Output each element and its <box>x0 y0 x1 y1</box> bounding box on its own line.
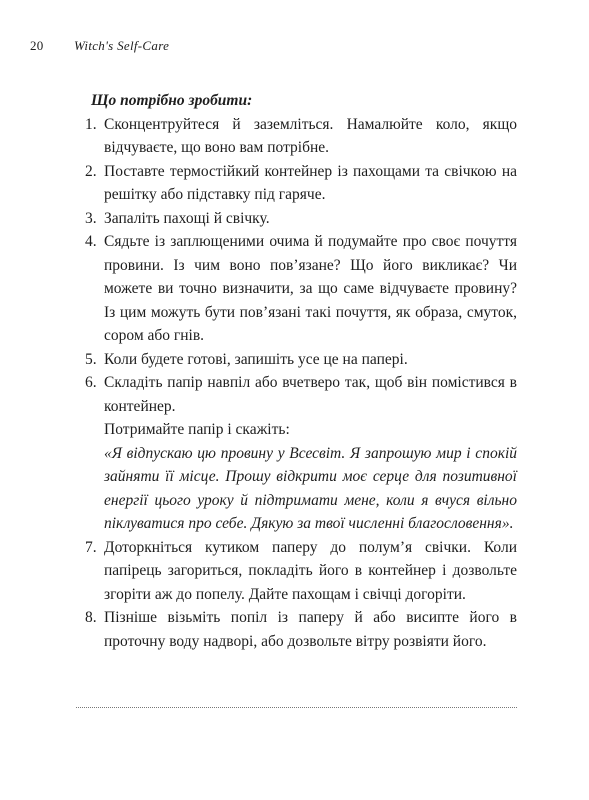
step-item <box>85 160 517 207</box>
step-text: Сядьте із заплющеними очима й подумайте про своє почуття провини. Із чим воно пов’язане? Що його викликає? Чи можете ви точно визначити, за що саме відчуваєте провину? Із цим можуть бути пов’язані такі почуття, як образа, смуток, сором або гнів. <box>104 233 517 344</box>
step-number: 1. <box>85 115 97 133</box>
step-text: Сконцентруйтеся й заземліться. Намалюйте коло, якщо відчуваєте, що воно вам потрібне. <box>104 115 517 156</box>
step-text: Пізніше візьміть попіл із паперу й або висипте його в проточну воду надворі, або дозвольте вітру розвіяти його. <box>104 609 517 650</box>
step-number: 5. <box>85 350 97 368</box>
step-item <box>85 207 517 231</box>
step-number: 4. <box>85 233 97 250</box>
step-item <box>85 230 517 348</box>
step-instruction: Потримайте папір і скажіть: <box>104 421 290 438</box>
step-item <box>85 113 517 160</box>
step-number: 2. <box>85 162 97 180</box>
step-item <box>85 536 517 607</box>
step-text: Доторкніться кутиком паперу до полум’я свічки. Коли папірець загориться, покладіть його в контейнер і дозвольте згоріти аж до попелу. Дайте пахощам і свічці догоріти. <box>104 538 517 603</box>
step-number: 7. <box>85 538 97 556</box>
step-text: Коли будете готові, запишіть усе це на папері. <box>104 350 408 368</box>
step-text: Поставте термостійкий контейнер із пахощами та свічкою на решітку або підставку під гаряче. <box>104 162 517 203</box>
step-number: 3. <box>85 209 97 227</box>
step-number: 8. <box>85 609 97 626</box>
step-item <box>85 371 517 536</box>
page-number: 20 <box>30 38 44 53</box>
book-title: Witch's Self-Care <box>74 38 170 53</box>
main-content <box>85 89 517 653</box>
step-text: Запаліть пахощі й свічку. <box>104 209 270 227</box>
step-text: Складіть папір навпіл або вчетверо так, щоб він помістився в контейнер. <box>104 374 517 415</box>
running-head <box>30 38 169 54</box>
step-number: 6. <box>85 374 97 391</box>
step-item <box>85 606 517 653</box>
dotted-divider <box>76 707 517 708</box>
steps-list <box>85 113 517 654</box>
incantation-quote: «Я відпускаю цю провину у Всесвіт. Я запрошую мир і спокій зайняти її місце. Прошу відкрити моє серце для позитивної енергії цього уроку й підтримати мене, коли я вчуся вільно піклуватися про себе. Дякую за твої численні благословення». <box>104 444 517 532</box>
step-item <box>85 348 517 372</box>
section-heading: Що потрібно зробити: <box>91 92 253 109</box>
